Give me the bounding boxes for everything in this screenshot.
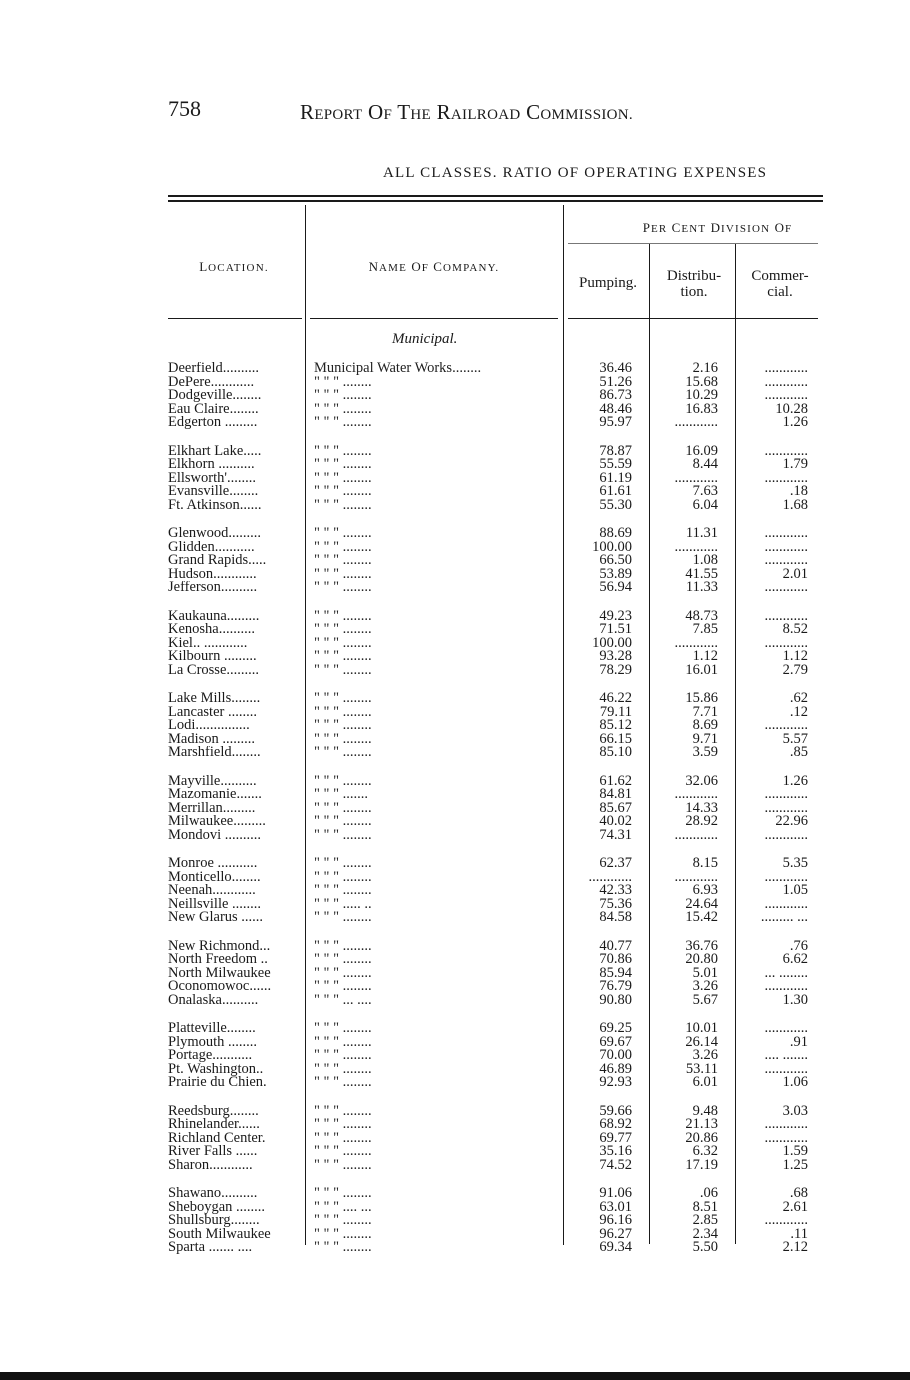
commercial-cell: ......... ...	[760, 909, 808, 926]
company-cell: " " " ........	[314, 828, 372, 843]
location-cell: Lake Mills........	[168, 692, 261, 706]
commercial-cell: 2.79	[782, 661, 808, 678]
commercial-cell: ............	[764, 525, 808, 541]
commercial-cell: ............	[764, 826, 808, 843]
company-cell: " " " ........	[314, 389, 372, 403]
location-cell: Madison .........	[168, 732, 255, 747]
location-cell: New Richmond...	[168, 939, 271, 954]
company-cell: " " " ........	[314, 692, 372, 706]
company-cell: " " " ........	[314, 540, 372, 555]
pumping-cell: 48.46	[599, 400, 632, 417]
location-cell: Milwaukee.........	[168, 815, 266, 829]
company-cell: " " " ........	[314, 609, 372, 624]
company-cell: " " " ........	[314, 527, 372, 541]
company-cell: " " " ........	[314, 980, 372, 994]
company-cell: " " " ........	[314, 801, 372, 816]
company-cell: " " " ........	[314, 1118, 372, 1132]
pumping-cell: 66.15	[599, 730, 632, 747]
company-cell: " " " ........	[314, 1035, 372, 1050]
distribution-cell: ............	[674, 868, 718, 885]
commercial-cell: 1.06	[782, 1074, 808, 1091]
commercial-cell: 8.52	[782, 621, 808, 638]
distribution-cell: 8.69	[692, 717, 718, 734]
commercial-cell: 2.12	[782, 1239, 808, 1256]
commercial-cell: 5.35	[782, 855, 808, 871]
distribution-cell: ............	[674, 634, 718, 651]
commercial-cell: 1.79	[782, 456, 808, 473]
running-head-text: REPORT OF THE RAILROAD COMMISSION.	[300, 100, 633, 124]
distribution-cell: 7.71	[692, 703, 718, 720]
commercial-cell: .18	[789, 483, 808, 500]
distribution-cell: 5.50	[692, 1239, 718, 1256]
pumping-cell: 78.29	[599, 661, 632, 678]
distribution-cell: 24.64	[685, 895, 718, 912]
pumping-cell: 79.11	[599, 703, 632, 720]
location-cell: Rhinelander......	[168, 1118, 260, 1132]
col-location-header	[168, 259, 300, 275]
pumping-cell: 100.00	[592, 634, 632, 651]
distribution-cell: 20.86	[685, 1129, 718, 1146]
distribution-cell: 16.83	[685, 400, 718, 417]
distribution-cell: 3.59	[692, 744, 718, 761]
pumping-cell: 69.77	[599, 1129, 632, 1146]
distribution-cell: 53.11	[685, 1060, 718, 1077]
commercial-cell: ............	[764, 373, 808, 390]
distribution-cell: 15.86	[685, 690, 718, 706]
pumping-cell: 91.06	[599, 1185, 632, 1201]
group-rule	[568, 243, 818, 244]
commercial-cell: 1.05	[782, 882, 808, 899]
top-rule-2	[168, 200, 823, 202]
company-cell: " " " ........	[314, 416, 372, 430]
location-cell: Sharon............	[168, 1158, 253, 1173]
commercial-cell: .62	[789, 690, 808, 706]
location-cell: River Falls ......	[168, 1145, 258, 1159]
col-pumping-header: Pumping.	[579, 275, 637, 291]
distribution-cell: 11.33	[685, 579, 718, 596]
pumping-cell: 35.16	[599, 1143, 632, 1160]
pumping-cell: 71.51	[599, 621, 632, 638]
col-divider-4	[735, 244, 736, 1244]
location-cell: Eau Claire........	[168, 402, 259, 417]
pumping-cell: 85.67	[599, 799, 632, 816]
company-cell: " " " ........	[314, 939, 372, 954]
location-cell: Onalaska..........	[168, 993, 259, 1008]
commercial-cell: ............	[764, 360, 808, 376]
distribution-cell: 17.19	[685, 1156, 718, 1173]
location-cell: Reedsburg........	[168, 1104, 259, 1119]
company-cell: " " " ........	[314, 485, 372, 499]
company-cell: " " " ........	[314, 663, 372, 678]
company-cell: " " " ........	[314, 1049, 372, 1063]
distribution-cell: 9.71	[692, 730, 718, 747]
location-cell: Merrillan.........	[168, 801, 256, 816]
pumping-cell: 70.00	[599, 1047, 632, 1064]
location-cell: Richland Center.	[168, 1131, 266, 1146]
commercial-cell: .68	[789, 1185, 808, 1201]
company-cell: " " " ........	[314, 458, 372, 472]
pumping-cell: 95.97	[599, 414, 632, 431]
pumping-cell: 69.34	[599, 1239, 632, 1256]
pumping-cell: ............	[588, 868, 632, 885]
pumping-cell: 85.12	[599, 717, 632, 734]
pumping-cell: 46.89	[599, 1060, 632, 1077]
distribution-cell: 10.01	[685, 1020, 718, 1036]
location-cell: Shawano..........	[168, 1187, 258, 1201]
section-title: ALL CLASSES. RATIO OF OPERATING EXPENSES	[383, 165, 768, 181]
distribution-cell: 15.42	[685, 909, 718, 926]
scan-bottom-edge	[0, 1372, 910, 1380]
commercial-cell: ............	[764, 469, 808, 486]
location-cell: Kilbourn .........	[168, 650, 257, 664]
distribution-cell: 2.34	[692, 1225, 718, 1242]
commercial-cell: ............	[764, 538, 808, 555]
location-cell: Kaukauna.........	[168, 609, 260, 624]
distribution-cell: 7.85	[692, 621, 718, 638]
pumping-cell: 74.52	[599, 1156, 632, 1173]
commercial-cell: 5.57	[782, 730, 808, 747]
location-cell: Neenah............	[168, 884, 256, 898]
distribution-cell: 6.32	[692, 1143, 718, 1160]
distribution-cell: 32.06	[685, 772, 718, 789]
location-cell: South Milwaukee	[168, 1227, 271, 1242]
company-cell: " " " ........	[314, 1227, 372, 1242]
company-cell: " " " ........	[314, 444, 372, 459]
location-cell: DePere............	[168, 375, 255, 390]
commercial-cell: ............	[764, 799, 808, 816]
distribution-cell: ............	[674, 538, 718, 555]
commercial-cell: ............	[764, 1020, 808, 1036]
company-cell: " " " .......	[314, 788, 369, 802]
location-cell: Monticello........	[168, 870, 261, 885]
company-cell: " " " ........	[314, 623, 372, 637]
location-cell: Marshfield........	[168, 746, 261, 760]
distribution-cell: 21.13	[685, 1116, 718, 1133]
commercial-cell: ............	[764, 607, 808, 624]
commercial-cell: ............	[764, 1129, 808, 1146]
location-cell: Glidden...........	[168, 540, 255, 555]
location-cell: Kiel.. ............	[168, 636, 248, 651]
distribution-cell: 1.08	[692, 552, 718, 569]
company-cell: " " " ........	[314, 554, 372, 568]
company-cell: " " " ........	[314, 719, 372, 733]
col-company-text: NAME OF COMPANY.	[368, 259, 500, 274]
location-cell: Platteville........	[168, 1022, 256, 1036]
distribution-cell: 5.01	[692, 964, 718, 981]
location-cell: Ellsworth'........	[168, 471, 256, 486]
company-cell: " " " ........	[314, 1076, 372, 1090]
company-cell: " " " ........	[314, 1241, 372, 1255]
company-cell: " " " ........	[314, 567, 372, 582]
location-cell: Evansville........	[168, 485, 259, 499]
commercial-cell: 1.26	[782, 414, 808, 431]
company-cell: " " " ........	[314, 966, 372, 981]
section-label: Municipal.	[392, 331, 458, 347]
commercial-cell: 1.25	[782, 1156, 808, 1173]
company-cell: " " " ........	[314, 1214, 372, 1228]
company-cell: " " " ........	[314, 1131, 372, 1146]
pumping-cell: 49.23	[599, 607, 632, 624]
distribution-cell: 6.93	[692, 882, 718, 899]
company-cell: " " " ........	[314, 884, 372, 898]
company-cell: " " " ........	[314, 471, 372, 486]
pumping-cell: 40.77	[599, 937, 632, 954]
company-cell: " " " ........	[314, 1158, 372, 1173]
pumping-cell: 68.92	[599, 1116, 632, 1133]
company-cell: " " " ........	[314, 1187, 372, 1201]
distribution-cell: 36.76	[685, 937, 718, 954]
location-cell: Mondovi ..........	[168, 828, 262, 843]
pumping-cell: 59.66	[599, 1102, 632, 1119]
distribution-cell: ............	[674, 414, 718, 431]
commercial-cell: 1.68	[782, 496, 808, 513]
distribution-cell: 10.29	[685, 387, 718, 404]
commercial-cell: ............	[764, 717, 808, 734]
commercial-cell: .85	[789, 744, 808, 761]
commercial-cell: .12	[789, 703, 808, 720]
running-head	[300, 100, 633, 125]
company-cell: " " " ........	[314, 911, 372, 925]
page-number: 758	[168, 96, 201, 121]
pumping-cell: 53.89	[599, 565, 632, 582]
distribution-cell: ............	[674, 786, 718, 803]
location-cell: North Milwaukee	[168, 966, 271, 981]
location-cell: Monroe ...........	[168, 857, 258, 871]
pumping-cell: 46.22	[599, 690, 632, 706]
company-cell: " " " ........	[314, 498, 372, 513]
location-cell: La Crosse.........	[168, 663, 260, 678]
col-commercial-header: Commer- cial.	[751, 268, 809, 300]
commercial-cell: 22.96	[775, 813, 808, 830]
commercial-cell: .91	[789, 1033, 808, 1050]
distribution-cell: 2.85	[692, 1212, 718, 1229]
company-cell: " " " ........	[314, 1104, 372, 1119]
pumping-cell: 66.50	[599, 552, 632, 569]
distribution-cell: 8.44	[692, 456, 718, 473]
distribution-cell: 9.48	[692, 1102, 718, 1119]
commercial-cell: 6.62	[782, 951, 808, 968]
commercial-cell: ............	[764, 1060, 808, 1077]
pumping-cell: 84.58	[599, 909, 632, 926]
distribution-cell: 14.33	[685, 799, 718, 816]
pumping-cell: 90.80	[599, 991, 632, 1008]
commercial-cell: ............	[764, 634, 808, 651]
distribution-cell: 15.68	[685, 373, 718, 390]
pumping-cell: 86.73	[599, 387, 632, 404]
pumping-cell: 100.00	[592, 538, 632, 555]
distribution-cell: 28.92	[685, 813, 718, 830]
company-cell: " " " ........	[314, 857, 372, 871]
pumping-cell: 69.25	[599, 1020, 632, 1036]
pumping-cell: 92.93	[599, 1074, 632, 1091]
pumping-cell: 61.62	[599, 772, 632, 789]
pumping-cell: 85.94	[599, 964, 632, 981]
company-cell: " " " ... ....	[314, 993, 372, 1008]
location-cell: Kenosha..........	[168, 623, 255, 637]
pumping-cell: 40.02	[599, 813, 632, 830]
pumping-cell: 70.86	[599, 951, 632, 968]
distribution-cell: 6.01	[692, 1074, 718, 1091]
distribution-cell: 2.16	[692, 360, 718, 376]
company-cell: " " " ........	[314, 1022, 372, 1036]
pumping-cell: 36.46	[599, 360, 632, 376]
commercial-cell: 10.28	[775, 400, 808, 417]
distribution-cell: 3.26	[692, 978, 718, 995]
location-cell: Grand Rapids.....	[168, 554, 267, 568]
header-rule-company	[310, 318, 558, 319]
location-cell: Portage...........	[168, 1049, 253, 1063]
pumping-cell: 63.01	[599, 1198, 632, 1215]
location-cell: Glenwood.........	[168, 527, 262, 541]
col-location-text: LOCATION.	[199, 259, 269, 274]
pumping-cell: 96.27	[599, 1225, 632, 1242]
pumping-cell: 93.28	[599, 648, 632, 665]
commercial-cell: ............	[764, 552, 808, 569]
location-cell: Hudson............	[168, 567, 257, 582]
location-cell: Plymouth ........	[168, 1035, 258, 1050]
company-cell: " " " .... ...	[314, 1200, 372, 1215]
pumping-cell: 42.33	[599, 882, 632, 899]
location-cell: Mayville..........	[168, 774, 257, 789]
pumping-cell: 78.87	[599, 442, 632, 459]
distribution-cell: 41.55	[685, 565, 718, 582]
distribution-cell: 6.04	[692, 496, 718, 513]
company-cell: " " " ........	[314, 581, 372, 595]
group-header-text: PER CENT DIVISION OF	[642, 220, 793, 235]
distribution-cell: 1.12	[692, 648, 718, 665]
location-cell: Elkhorn ..........	[168, 458, 255, 472]
company-cell: " " " ........	[314, 375, 372, 390]
location-cell: Elkhart Lake.....	[168, 444, 262, 459]
pumping-cell: 51.26	[599, 373, 632, 390]
location-cell: Dodgeville........	[168, 389, 262, 403]
distribution-cell: 7.63	[692, 483, 718, 500]
commercial-cell: .... .......	[764, 1047, 808, 1064]
pumping-cell: 69.67	[599, 1033, 632, 1050]
commercial-cell: 1.12	[782, 648, 808, 665]
col-divider-2	[563, 205, 564, 1245]
distribution-cell: 3.26	[692, 1047, 718, 1064]
company-cell: " " " ........	[314, 650, 372, 664]
commercial-cell: 1.26	[782, 772, 808, 789]
pumping-cell: 96.16	[599, 1212, 632, 1229]
company-cell: " " " ........	[314, 870, 372, 885]
location-cell: Neillsville ........	[168, 897, 262, 912]
commercial-cell: .76	[789, 937, 808, 954]
col-divider-1	[305, 205, 306, 1245]
header-rule-values	[568, 318, 818, 319]
commercial-cell: .11	[790, 1225, 808, 1242]
group-header	[610, 220, 825, 236]
company-cell: " " " ..... ..	[314, 897, 372, 912]
distribution-cell: 20.80	[685, 951, 718, 968]
distribution-cell: 8.51	[692, 1198, 718, 1215]
commercial-cell: ............	[764, 868, 808, 885]
location-cell: Mazomanie.......	[168, 788, 262, 802]
pumping-cell: 61.61	[599, 483, 632, 500]
location-cell: Pt. Washington..	[168, 1062, 264, 1077]
location-cell: North Freedom ..	[168, 953, 268, 967]
distribution-cell: 26.14	[685, 1033, 718, 1050]
location-cell: Edgerton .........	[168, 416, 258, 430]
top-rule	[168, 195, 823, 197]
pumping-cell: 75.36	[599, 895, 632, 912]
distribution-cell: .06	[699, 1185, 718, 1201]
distribution-cell: 16.09	[685, 442, 718, 459]
company-cell: Municipal Water Works........	[314, 362, 482, 376]
commercial-cell: ... ........	[764, 964, 808, 981]
commercial-cell: ............	[764, 387, 808, 404]
pumping-cell: 56.94	[599, 579, 632, 596]
location-cell: Oconomowoc......	[168, 980, 272, 994]
company-cell: " " " ........	[314, 1062, 372, 1077]
col-distribution-header: Distribu- tion.	[666, 268, 722, 300]
location-cell: Sparta ....... ....	[168, 1241, 253, 1255]
location-cell: Prairie du Chien.	[168, 1076, 267, 1090]
commercial-cell: 2.01	[782, 565, 808, 582]
commercial-cell: ............	[764, 1212, 808, 1229]
commercial-cell: 1.59	[782, 1143, 808, 1160]
location-cell: Deerfield..........	[168, 362, 259, 376]
distribution-cell: 16.01	[685, 661, 718, 678]
distribution-cell: ............	[674, 469, 718, 486]
location-cell: Jefferson..........	[168, 581, 258, 595]
pumping-cell: 85.10	[599, 744, 632, 761]
location-cell: Lodi...............	[168, 719, 250, 733]
company-cell: " " " ........	[314, 402, 372, 417]
commercial-cell: ............	[764, 895, 808, 912]
location-cell: Sheboygan ........	[168, 1200, 266, 1215]
col-company-header	[314, 259, 554, 275]
distribution-cell: 11.31	[685, 525, 718, 541]
distribution-cell: ............	[674, 826, 718, 843]
distribution-cell: 8.15	[692, 855, 718, 871]
pumping-cell: 55.30	[599, 496, 632, 513]
distribution-cell: 5.67	[692, 991, 718, 1008]
company-cell: " " " ........	[314, 815, 372, 829]
distribution-cell: 48.73	[685, 607, 718, 624]
header-rule-location	[168, 318, 302, 319]
company-cell: " " " ........	[314, 746, 372, 760]
commercial-cell: 1.30	[782, 991, 808, 1008]
pumping-cell: 62.37	[599, 855, 632, 871]
commercial-cell: 3.03	[782, 1102, 808, 1119]
company-cell: " " " ........	[314, 732, 372, 747]
commercial-cell: ............	[764, 442, 808, 459]
pumping-cell: 76.79	[599, 978, 632, 995]
company-cell: " " " ........	[314, 636, 372, 651]
pumping-cell: 84.81	[599, 786, 632, 803]
commercial-cell: ............	[764, 1116, 808, 1133]
commercial-cell: 2.61	[782, 1198, 808, 1215]
company-cell: " " " ........	[314, 1145, 372, 1159]
pumping-cell: 74.31	[599, 826, 632, 843]
location-cell: New Glarus ......	[168, 911, 264, 925]
pumping-cell: 88.69	[599, 525, 632, 541]
location-cell: Ft. Atkinson......	[168, 498, 262, 513]
commercial-cell: ............	[764, 579, 808, 596]
company-cell: " " " ........	[314, 953, 372, 967]
company-cell: " " " ........	[314, 705, 372, 720]
pumping-cell: 61.19	[599, 469, 632, 486]
commercial-cell: ............	[764, 978, 808, 995]
location-cell: Shullsburg........	[168, 1214, 260, 1228]
pumping-cell: 55.59	[599, 456, 632, 473]
company-cell: " " " ........	[314, 774, 372, 789]
location-cell: Lancaster ........	[168, 705, 257, 720]
commercial-cell: ............	[764, 786, 808, 803]
